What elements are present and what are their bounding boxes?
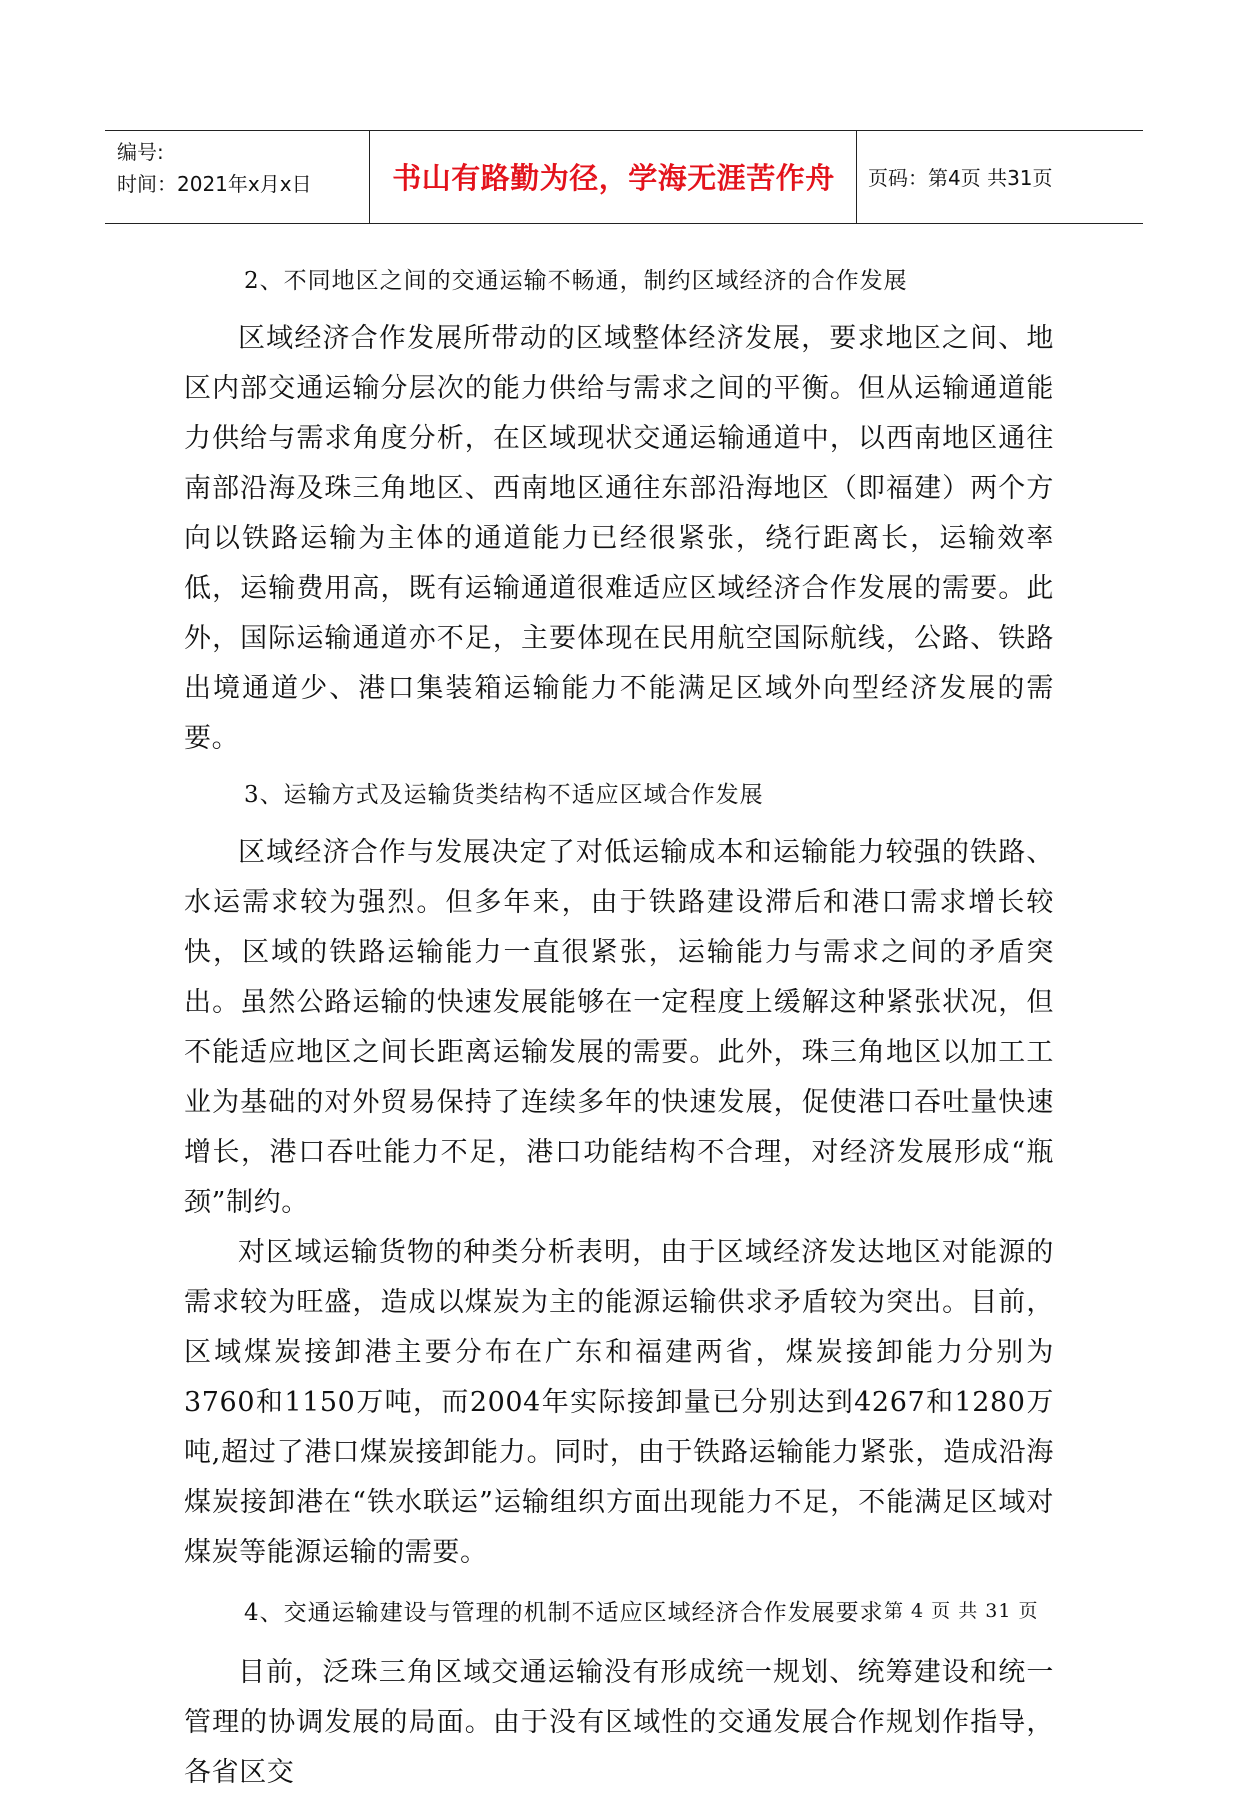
paragraph: 对区域运输货物的种类分析表明，由于区域经济发达地区对能源的需求较为旺盛，造成以煤炭为主的能源运输供求矛盾较为突出。目前，区域煤炭接卸港主要分布在广东和福建两省，煤炭接卸能力分别为3760和1150万吨，而2004年实际接卸量已分别达到4267和1280万吨,超过了港口煤炭接卸能力。同时，由于铁路运输能力紧张，造成沿海煤炭接卸港在“铁水联运”运输组织方面出现能力不足，不能满足区域对煤炭等能源运输的需要。 [184,1237,1054,1568]
header-left-cell [117,136,367,200]
header-bottom-rule [105,223,1143,224]
header-divider-right [856,130,857,223]
time-label: 时间：2021年x月x日 [117,172,312,196]
header-page-code: 页码：第4页 共31页 [868,166,1053,190]
header-motto: 书山有路勤为径，学海无涯苦作舟 [392,161,835,195]
section-heading-3: 3、运输方式及运输货类结构不适应区域合作发展 [244,782,764,808]
serial-label: 编号: [117,140,164,164]
page-footer: 第 4 页 共 31 页 [884,1600,1039,1622]
section-heading-4: 4、交通运输建设与管理的机制不适应区域经济合作发展要求 [244,1600,884,1626]
header-divider-left [369,130,370,223]
paragraph: 区域经济合作发展所带动的区域整体经济发展，要求地区之间、地区内部交通运输分层次的能力供给与需求之间的平衡。但从运输通道能力供给与需求角度分析，在区域现状交通运输通道中，以西南地区通往南部沿海及珠三角地区、西南地区通往东部沿海地区（即福建）两个方向以铁路运输为主体的通道能力已经很紧张，绕行距离长，运输效率低，运输费用高，既有运输通道很难适应区域经济合作发展的需要。此外，国际运输通道亦不足，主要体现在民用航空国际航线，公路、铁路出境通道少、港口集装箱运输能力不能满足区域外向型经济发展的需要。 [184,323,1054,754]
paragraph: 区域经济合作与发展决定了对低运输成本和运输能力较强的铁路、水运需求较为强烈。但多年来，由于铁路建设滞后和港口需求增长较快，区域的铁路运输能力一直很紧张，运输能力与需求之间的矛盾突出。虽然公路运输的快速发展能够在一定程度上缓解这种紧张状况，但不能适应地区之间长距离运输发展的需要。此外，珠三角地区以加工工业为基础的对外贸易保持了连续多年的快速发展，促使港口吞吐量快速增长，港口吞吐能力不足，港口功能结构不合理，对经济发展形成“瓶颈”制约。 [184,837,1054,1218]
section-heading-2: 2、不同地区之间的交通运输不畅通，制约区域经济的合作发展 [244,268,908,294]
paragraph: 目前，泛珠三角区域交通运输没有形成统一规划、统筹建设和统一管理的协调发展的局面。由于没有区域性的交通发展合作规划作指导，各省区交 [184,1657,1054,1788]
document-body [184,256,1054,1798]
